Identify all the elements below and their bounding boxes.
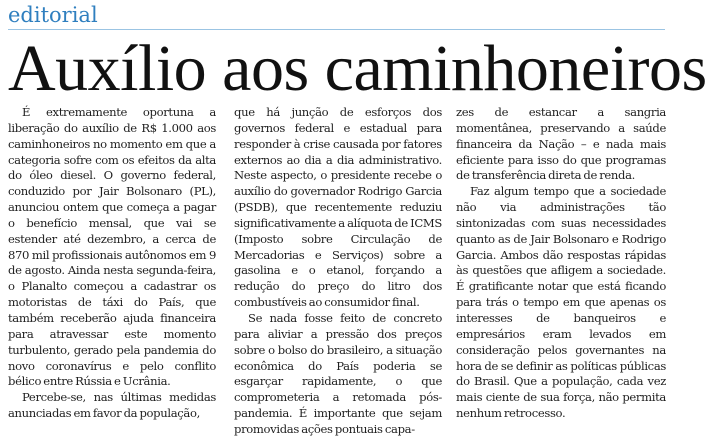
paragraph: que há junção de esforços dos governos federal e estadual para responder à crise causada por fatores externos ao dia a dia administrativo. Neste aspecto, o presidente recebe o auxílio do governador Rodrigo Garcia (PSDB), que recentemente reduziu significativamente a alíquota de ICMS (Imposto sobre Circulação de Mercadorias e Serviços) sobre a gasolina e o etanol, forçando a redução do preço do litro dos combustíveis ao consumidor final. bbox=[234, 105, 442, 310]
article-column-1 bbox=[8, 105, 216, 421]
article-column-3 bbox=[456, 105, 666, 421]
article-column-2 bbox=[234, 105, 442, 436]
paragraph: Se nada fosse feito de concreto para aliviar a pressão dos preços sobre o bolso do brasileiro, a situação econômica do País poderia se esgarçar rapidamente, o que comprometeria a retomada pós-pandemia. É importante que sejam promovidas ações pontuais capa- bbox=[234, 310, 442, 436]
paragraph: Faz algum tempo que a sociedade não via administrações tão sintonizadas com suas necessidades quanto as de Jair Bolsonaro e Rodrigo Garcia. Ambos dão respostas rápidas às questões que afligem a sociedade. É gratificante notar que está ficando para trás o tempo em que apenas os interesses de banqueiros e empresários eram levados em consideração pelos governantes na hora de se definir as políticas públicas do Brasil. Que a população, cada vez mais ciente de sua força, não permita nenhum retrocesso. bbox=[456, 184, 666, 421]
headline: Auxílio aos caminhoneiros bbox=[8, 32, 707, 105]
section-rule bbox=[8, 29, 665, 30]
paragraph: Percebe-se, nas últimas medidas anunciadas em favor da população, bbox=[8, 390, 216, 421]
paragraph: zes de estancar a sangria momentânea, preservando a saúde financeira da Nação – e nada mais eficiente para isso do que programas de transferência direta de renda. bbox=[456, 105, 666, 183]
section-label: editorial bbox=[8, 3, 98, 27]
paragraph: É extremamente oportuna a liberação do auxílio de R$ 1.000 aos caminhoneiros no momento em que a categoria sofre com os efeitos da alta do óleo diesel. O governo federal, conduzido por Jair Bolsonaro (PL), anunciou ontem que começa a pagar o benefício mensal, que vai se estender até dezembro, a cerca de 870 mil profissionais autônomos em 9 de agosto. Ainda nesta segunda-feira, o Planalto começou a cadastrar os motoristas de táxi do País, que também receberão ajuda financeira para atravessar este momento turbulento, gerado pela pandemia do novo coronavírus e pelo conflito bélico entre Rússia e Ucrânia. bbox=[8, 105, 216, 389]
